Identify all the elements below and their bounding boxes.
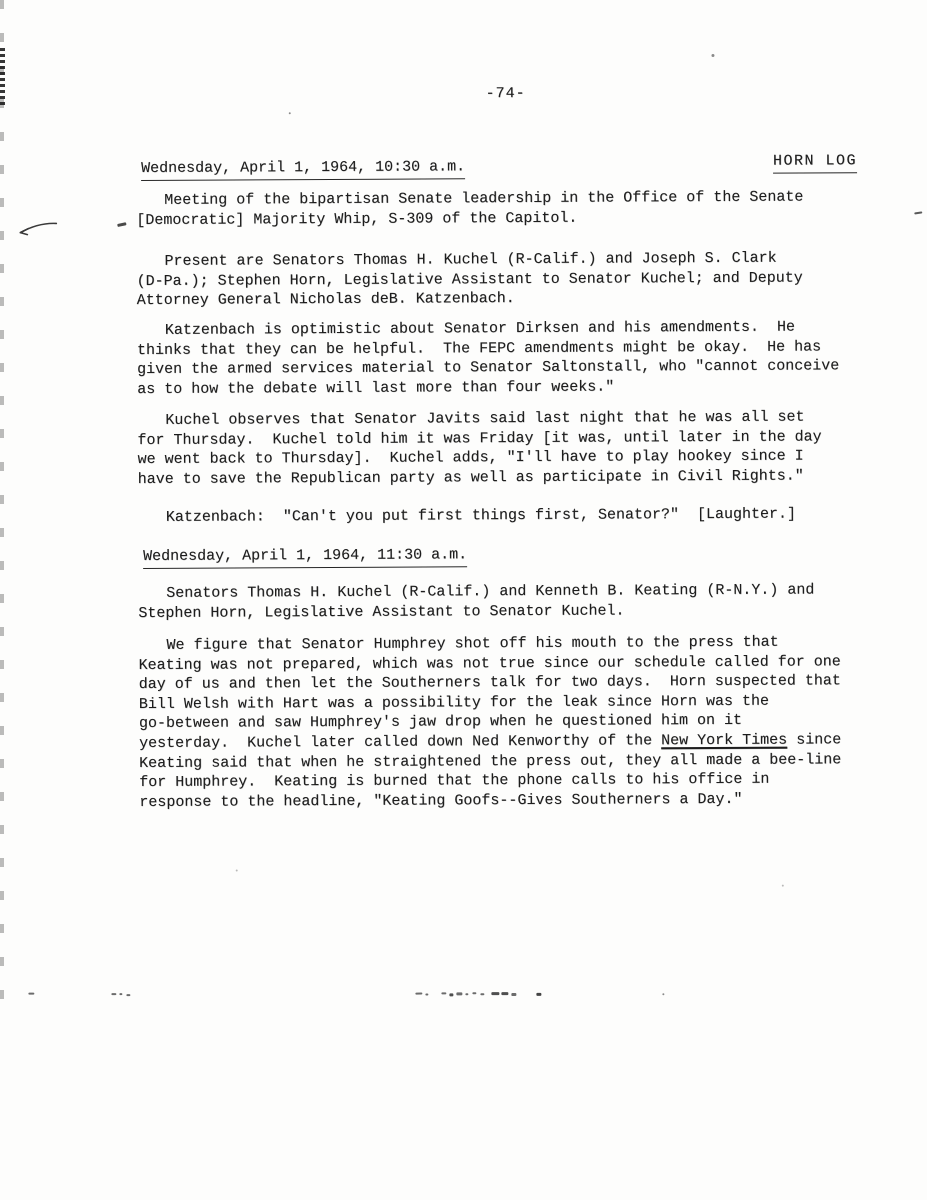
page-number: -74- (485, 84, 526, 103)
scan-speck (662, 993, 664, 995)
scan-smudge (28, 993, 34, 995)
scan-smudge (456, 992, 462, 995)
scan-speck (782, 885, 784, 887)
scan-smudge (501, 992, 508, 995)
horn-log-label: HORN LOG (773, 152, 857, 173)
scan-smudge (441, 992, 446, 994)
scan-smudge (126, 994, 130, 996)
handwritten-arrow-mark (14, 216, 58, 242)
section-heading-1130am: Wednesday, April 1, 1964, 11:30 a.m. (143, 546, 467, 568)
scan-speck (289, 112, 291, 114)
scan-smudge (480, 993, 484, 995)
scan-smudge (472, 992, 476, 994)
scan-dash-mark (914, 211, 922, 214)
scan-smudge (425, 994, 428, 996)
paragraph-meeting: Meeting of the bipartisan Senate leadership in the Office of the Senate [Democratic] Majority Whip, S-309 of the Capitol. (136, 188, 804, 229)
scan-smudge (415, 993, 422, 995)
scan-smudge (465, 993, 468, 995)
paragraph-text: We figure that Senator Humphrey shot off his mouth to the press that Keating was not prepared, which was not true since our schedule called for one day of us and then let the Southerners talk for two days. Horn suspected that Bill Welsh with Hart was a possibility for the leak since Horn was the go-between and saw Humphrey's jaw drop when he questioned him on it yesterday. Kuchel later called down Ned Kenworthy of the (138, 633, 841, 752)
scan-smudge (449, 993, 453, 996)
paragraph-text: since Keating said that when he straightened the press out, they all made a bee-line for Humphrey. Keating is burned that the phone calls to his office in response to the headline, "Keating Goofs--Gives Southerners a Day." (139, 731, 842, 811)
scan-speck (711, 54, 714, 57)
scan-smudge (536, 993, 541, 996)
paragraph-present: Present are Senators Thomas H. Kuchel (R-Calif.) and Joseph S. Clark (D-Pa.); Stephen Horn, Legislative Assistant to Senator Kuchel; and Deputy Attorney General Nicholas deB. Katzenbach. (136, 249, 803, 310)
underlined-new-york-times: New York Times (661, 731, 788, 750)
scan-smudge (491, 992, 499, 995)
scan-speck (236, 869, 238, 871)
paragraph-humphrey-leak (138, 632, 841, 812)
paragraph-senators-present: Senators Thomas H. Kuchel (R-Calif.) and Kenneth B. Keating (R-N.Y.) and Stephen Horn, Legislative Assistant to Senator Kuchel. (138, 581, 815, 622)
scan-smudge (119, 993, 122, 995)
paragraph-kuchel-observes: Kuchel observes that Senator Javits said last night that he was all set for Thursday. Kuchel told him it was Friday [it was, until later in the day we went back to Thursday]. Kuchel adds, "I'll have to play hookey since I have to save the Republican party as well as participate in Civil Rights." (137, 408, 822, 488)
scan-smudge (511, 993, 516, 996)
scan-dash-mark (117, 222, 126, 227)
paragraph-katzenbach-optimistic: Katzenbach is optimistic about Senator Dirksen and his amendments. He thinks that they can be helpful. The FEPC amendments might be okay. He has given the armed services material to Senator Saltonstall, who "cannot conceive as to how the debate will last more than four weeks." (136, 318, 840, 398)
section-heading-1030am: Wednesday, April 1, 1964, 10:30 a.m. (141, 158, 465, 180)
paragraph-katzenbach-quip: Katzenbach: "Can't you put first things first, Senator?" [Laughter.] (165, 505, 797, 526)
scan-smudge (111, 993, 116, 995)
